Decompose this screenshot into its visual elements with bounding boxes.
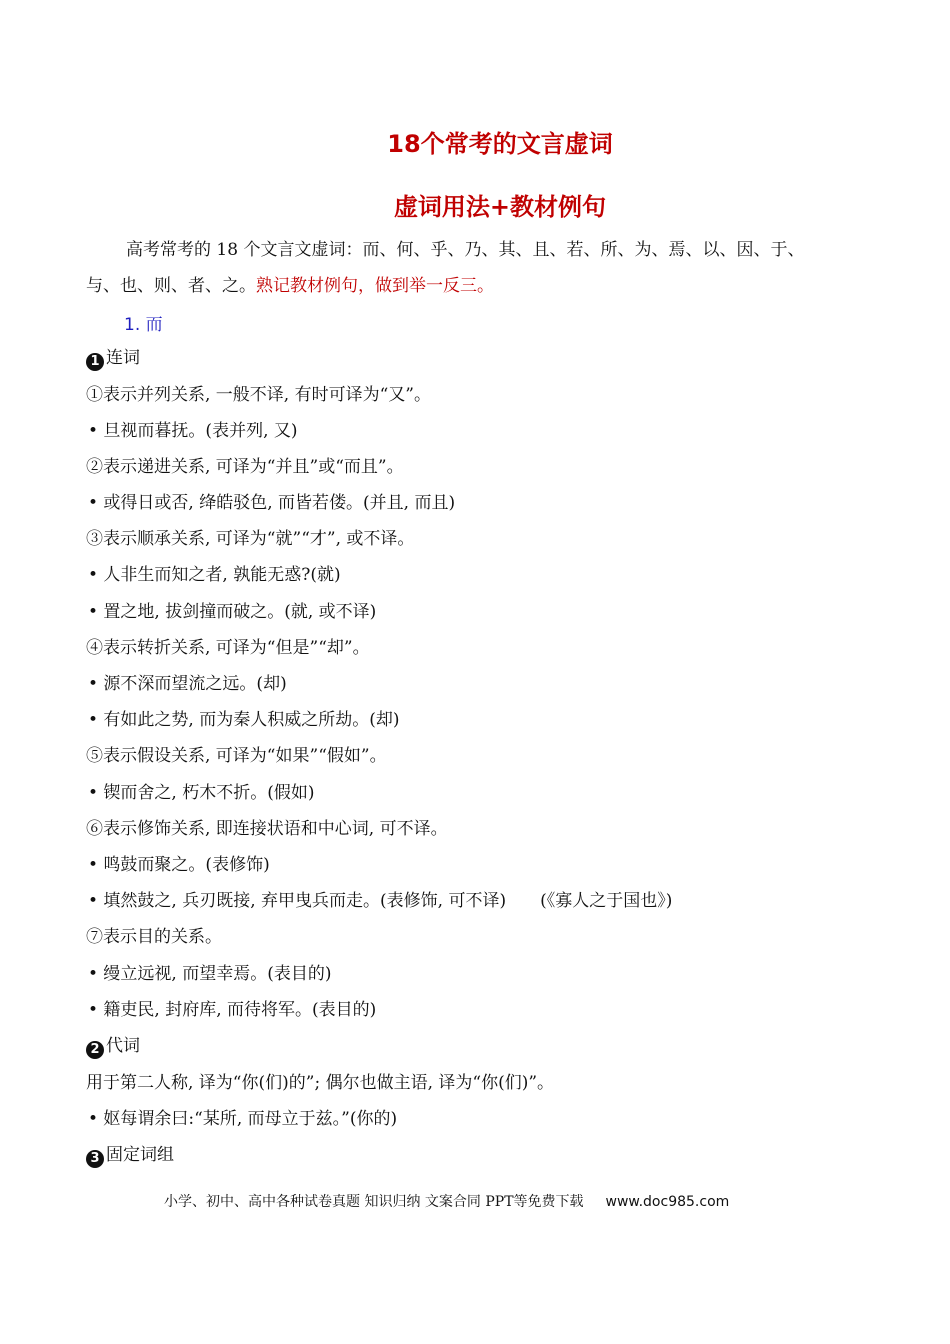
usage-line: ③表示顺承关系, 可译为“就”“才”, 或不译。 <box>86 529 415 549</box>
page-title: 18个常考的文言虚词 <box>387 130 613 158</box>
example-line: • 源不深而望流之远。(却) <box>88 674 287 694</box>
example-line: • 鸣鼓而聚之。(表修饰) <box>88 855 270 875</box>
section-heading: 1. 而 <box>124 315 163 335</box>
footer-url[interactable]: www.doc985.com <box>605 1194 730 1210</box>
intro-highlight: 熟记教材例句，做到举一反三。 <box>256 276 494 296</box>
example-line: • 置之地, 拔剑撞而破之。(就, 或不译) <box>88 602 377 622</box>
circled-number-icon: 2 <box>86 1041 104 1059</box>
page-footer <box>164 1191 729 1211</box>
example-line: • 有如此之势, 而为秦人积威之所劫。(却) <box>88 710 400 730</box>
intro-paragraph <box>86 232 886 304</box>
line-text: 代词 <box>106 1036 140 1056</box>
line-text: 连词 <box>106 348 140 368</box>
example-line: • 锲而舍之, 朽木不折。(假如) <box>88 783 315 803</box>
usage-line: ②表示递进关系, 可译为“并且”或“而且”。 <box>86 457 404 477</box>
intro-line-2-text: 与、也、则、者、之。 <box>86 276 256 296</box>
intro-line-1: 高考常考的 18 个文言文虚词：而、何、乎、乃、其、且、若、所、为、焉、以、因、于、 <box>126 240 805 260</box>
usage-line: ⑦表示目的关系。 <box>86 927 222 947</box>
usage-line: ⑥表示修饰关系, 即连接状语和中心词, 可不译。 <box>86 819 448 839</box>
heading-pronoun <box>86 1031 140 1059</box>
circled-number-icon: 1 <box>86 353 104 371</box>
example-line: • 旦视而暮抚。(表并列, 又) <box>88 421 298 441</box>
example-line: • 妪每谓余曰:“某所, 而母立于兹。”(你的) <box>88 1109 398 1129</box>
usage-line: 用于第二人称, 译为“你(们)的”; 偶尔也做主语, 译为“你(们)”。 <box>86 1073 555 1093</box>
intro-line-2 <box>86 268 886 304</box>
example-line: • 缦立远视, 而望幸焉。(表目的) <box>88 964 332 984</box>
footer-text: 小学、初中、高中各种试卷真题 知识归纳 文案合同 PPT等免费下载 <box>164 1194 584 1210</box>
example-line: • 或得日或否, 绛皓驳色, 而皆若偻。(并且, 而且) <box>88 493 456 513</box>
usage-line: ⑤表示假设关系, 可译为“如果”“假如”。 <box>86 746 387 766</box>
example-line: • 人非生而知之者, 孰能无惑?(就) <box>88 565 341 585</box>
usage-line: ①表示并列关系, 一般不译, 有时可译为“又”。 <box>86 385 431 405</box>
line-text: 固定词组 <box>106 1145 174 1165</box>
example-line: • 填然鼓之, 兵刃既接, 弃甲曳兵而走。(表修饰, 可不译) (《寡人之于国也》) <box>88 891 673 911</box>
heading-fixed-phrase <box>86 1140 174 1168</box>
usage-line: ④表示转折关系, 可译为“但是”“却”。 <box>86 638 370 658</box>
example-line: • 籍吏民, 封府库, 而待将军。(表目的) <box>88 1000 377 1020</box>
page-subtitle: 虚词用法+教材例句 <box>393 193 607 221</box>
circled-number-icon: 3 <box>86 1150 104 1168</box>
heading-conjunction <box>86 343 140 371</box>
